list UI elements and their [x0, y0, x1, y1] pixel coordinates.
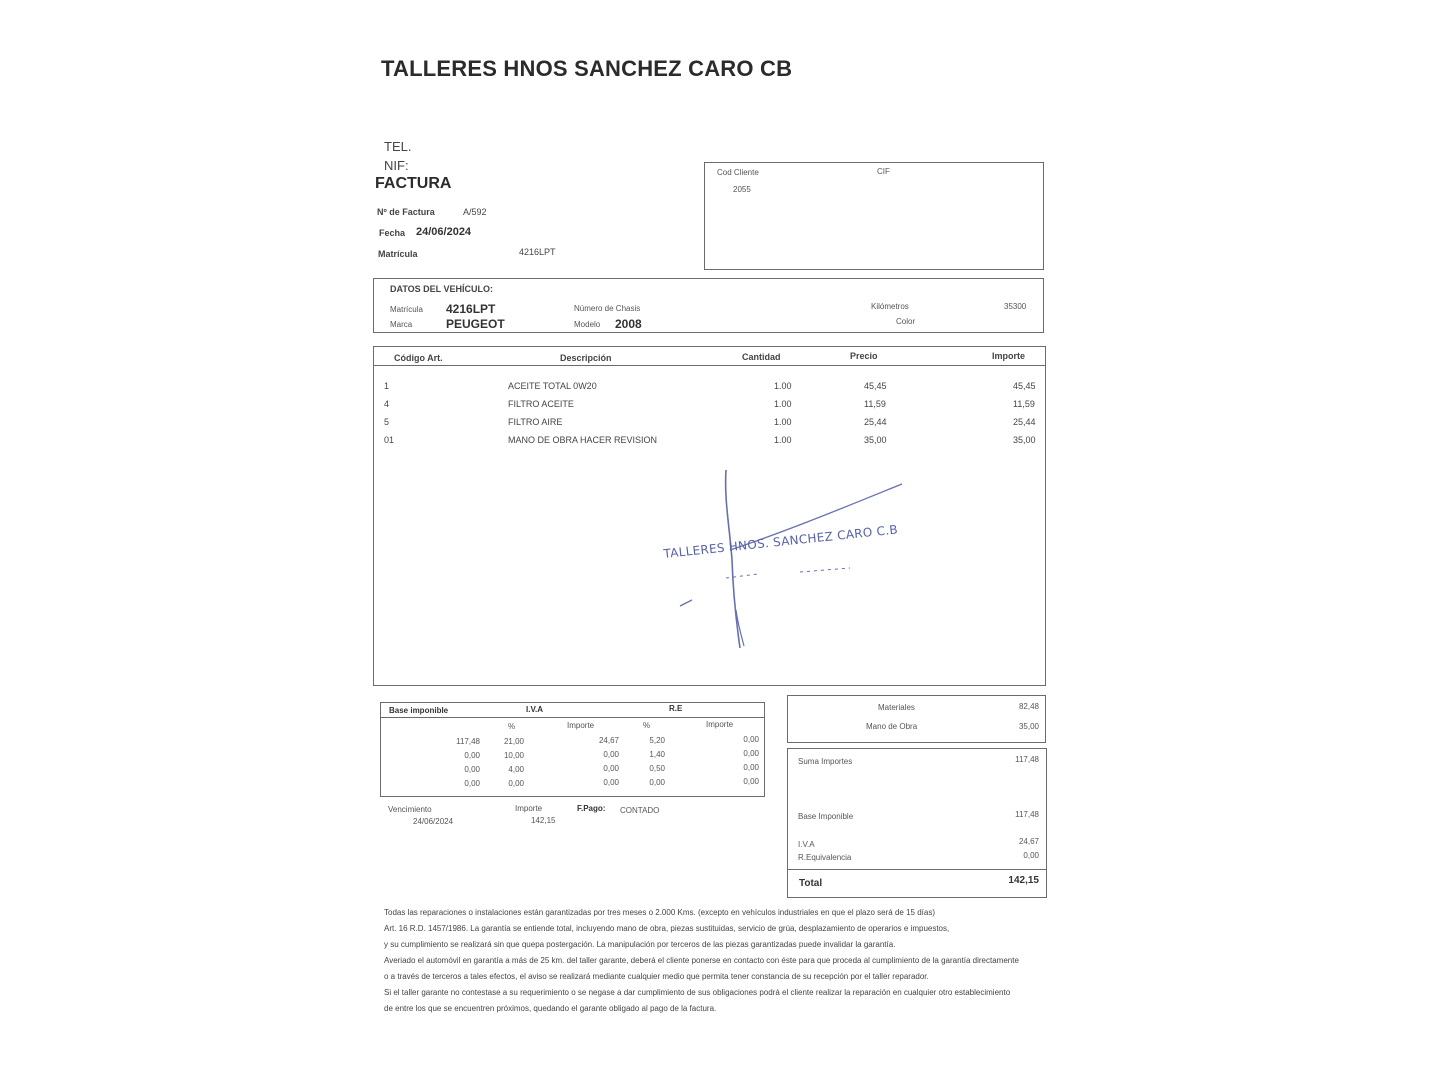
tax-iva-pct: 4,00 [508, 765, 524, 774]
invoice-date-label: Fecha [379, 228, 406, 238]
tax-iva-amount: 0,00 [603, 764, 619, 773]
terms-line: Si el taller garante no contestase a su requerimiento o se negase a dar cumplimiento de sus obligaciones podrá el cliente realizar la reparación en cualquier otro establecimiento [384, 988, 1011, 997]
plate-label: Matrícula [378, 249, 418, 259]
row-description: FILTRO ACEITE [508, 399, 574, 409]
tax-base: 117,48 [456, 737, 480, 746]
tax-iva-amount: 24,67 [598, 736, 619, 745]
table-row [374, 435, 1045, 449]
items-header [374, 347, 1045, 366]
total-label: Total [799, 878, 823, 889]
terms-line: de entre los que se encuentren próximos, quedando el garante obligado al pago de la factura. [384, 1004, 717, 1013]
tax-re-amount-label: Importe [706, 720, 734, 729]
tax-re-amount: 0,00 [743, 777, 759, 786]
base-value: 117,48 [1015, 810, 1039, 819]
iva-value: 24,67 [1018, 837, 1039, 846]
re-label: R.Equivalencia [798, 853, 852, 862]
tax-base-label: Base imponible [389, 706, 449, 715]
materials-label: Materiales [878, 703, 915, 712]
row-price: 11,59 [864, 399, 886, 409]
row-code: 4 [384, 399, 390, 409]
tax-iva-amount-label: Importe [567, 721, 595, 730]
client-code-label: Cod Cliente [717, 168, 759, 177]
tax-re-pct: 0,50 [649, 764, 665, 773]
payment-amount: 142,15 [531, 816, 556, 825]
header-plate: 4216LPT [519, 247, 556, 257]
payment-amount-label: Importe [515, 804, 543, 813]
re-value: 0,00 [1023, 851, 1039, 860]
header-amount: Importe [992, 351, 1026, 361]
labor-label: Mano de Obra [866, 722, 918, 731]
vehicle-box [373, 278, 1044, 333]
tel-label: TEL. [384, 139, 412, 154]
tax-base: 0,00 [464, 765, 480, 774]
header-code: Código Art. [394, 353, 443, 363]
client-cif-label: CIF [877, 167, 890, 176]
vehicle-plate-label: Matrícula [390, 305, 423, 314]
document-title: FACTURA [375, 175, 452, 192]
row-description: ACEITE TOTAL 0W20 [508, 381, 597, 391]
due-date: 24/06/2024 [413, 817, 454, 826]
tax-re-pct-label: % [643, 721, 651, 730]
row-price: 35,00 [864, 435, 887, 445]
sum-label: Suma Importes [798, 757, 853, 766]
row-amount: 45,45 [1013, 381, 1036, 391]
tax-iva-pct-label: % [508, 722, 516, 731]
header-price: Precio [850, 351, 878, 361]
table-row [374, 417, 1045, 431]
terms-line: Art. 16 R.D. 1457/1986. La garantía se entiende total, incluyendo mano de obra, piezas sustituidas, servicio de grúa, desplazamiento de operarios e impuestos, [384, 924, 950, 933]
row-code: 1 [384, 381, 390, 391]
tax-re-amount: 0,00 [743, 749, 759, 758]
row-code: 01 [384, 435, 395, 445]
tax-header [381, 703, 764, 718]
vehicle-brand-label: Marca [390, 320, 413, 329]
invoice-date: 24/06/2024 [416, 226, 472, 238]
iva-label: I.V.A [798, 840, 815, 849]
tax-re-amount: 0,00 [743, 735, 759, 744]
tax-re-pct: 1,40 [649, 750, 665, 759]
row-description: MANO DE OBRA HACER REVISION [508, 435, 658, 445]
tax-iva-amount: 0,00 [603, 750, 619, 759]
row-amount: 25,44 [1013, 417, 1036, 427]
due-date-label: Vencimiento [388, 805, 432, 814]
header-quantity: Cantidad [742, 352, 781, 362]
sum-value: 117,48 [1015, 755, 1039, 764]
row-quantity: 1.00 [774, 435, 792, 445]
tax-iva-pct: 0,00 [508, 779, 524, 788]
row-quantity: 1.00 [774, 399, 792, 409]
labor-value: 35,00 [1018, 722, 1039, 731]
tax-table [380, 702, 765, 797]
row-quantity: 1.00 [774, 381, 792, 391]
vehicle-model: 2008 [615, 317, 642, 331]
header-description: Descripción [560, 353, 612, 363]
nif-label: NIF: [384, 158, 409, 173]
vehicle-color-label: Color [896, 317, 916, 326]
invoice-number: A/592 [463, 207, 487, 217]
tax-iva-pct: 10,00 [503, 751, 524, 760]
vehicle-chassis-label: Número de Chasis [574, 304, 641, 313]
tax-base: 0,00 [464, 779, 480, 788]
base-label: Base Imponible [798, 812, 854, 821]
vehicle-plate: 4216LPT [446, 302, 496, 316]
vehicle-section-title: DATOS DEL VEHÍCULO: [390, 284, 494, 294]
stamp-signature [640, 460, 920, 660]
client-box [704, 162, 1044, 270]
row-price: 25,44 [864, 417, 887, 427]
vehicle-model-label: Modelo [574, 320, 601, 329]
tax-re-amount: 0,00 [743, 763, 759, 772]
row-code: 5 [384, 417, 390, 427]
row-price: 45,45 [864, 381, 887, 391]
totals-box [787, 748, 1047, 898]
terms-line: o a través de terceros a tales efectos, el aviso se realizará mediante cualquier medio que permita tener constancia de su recepción por el taller reparador. [384, 972, 929, 981]
table-row [374, 381, 1045, 395]
row-amount: 11,59 [1013, 399, 1035, 409]
total-divider [788, 869, 1046, 870]
payment-method-label: F.Pago: [577, 804, 606, 813]
vehicle-brand: PEUGEOT [446, 317, 505, 331]
signature-icon [640, 460, 920, 660]
warranty-terms [384, 908, 1034, 1020]
client-code: 2055 [733, 185, 751, 194]
invoice-number-label: Nº de Factura [377, 207, 435, 217]
total-value: 142,15 [1008, 875, 1039, 886]
tax-base: 0,00 [464, 751, 480, 760]
materials-box [787, 695, 1046, 743]
vehicle-km-label: Kilómetros [871, 302, 909, 311]
tax-re-label: R.E [669, 704, 683, 713]
row-description: FILTRO AIRE [508, 417, 563, 427]
tax-iva-label: I.V.A [526, 705, 544, 714]
company-name: TALLERES HNOS SANCHEZ CARO CB [381, 56, 793, 81]
terms-line: Averiado el automóvil en garantía a más de 25 km. del taller garante, deberá el cliente ponerse en contacto con éste para que proceda al cumplimiento de la garantía directamente [384, 956, 1019, 965]
table-row [374, 399, 1045, 413]
terms-line: Todas las reparaciones o instalaciones están garantizadas por tres meses o 2.000 Kms. (excepto en vehículos industriales en que el plazo será de 15 días) [384, 908, 935, 917]
terms-line: y su cumplimiento se realizará sin que quepa postergación. La manipulación por terceros de las piezas garantizadas puede invalidar la garantía. [384, 940, 896, 949]
row-amount: 35,00 [1013, 435, 1036, 445]
tax-re-pct: 5,20 [649, 736, 665, 745]
vehicle-km: 35300 [1004, 302, 1027, 311]
payment-method: CONTADO [620, 806, 660, 815]
tax-iva-amount: 0,00 [603, 778, 619, 787]
row-quantity: 1.00 [774, 417, 792, 427]
tax-iva-pct: 21,00 [503, 737, 524, 746]
tax-re-pct: 0,00 [649, 778, 665, 787]
stamp-text: TALLERES HNOS. SANCHEZ CARO C.B [662, 522, 899, 561]
materials-value: 82,48 [1018, 702, 1039, 711]
